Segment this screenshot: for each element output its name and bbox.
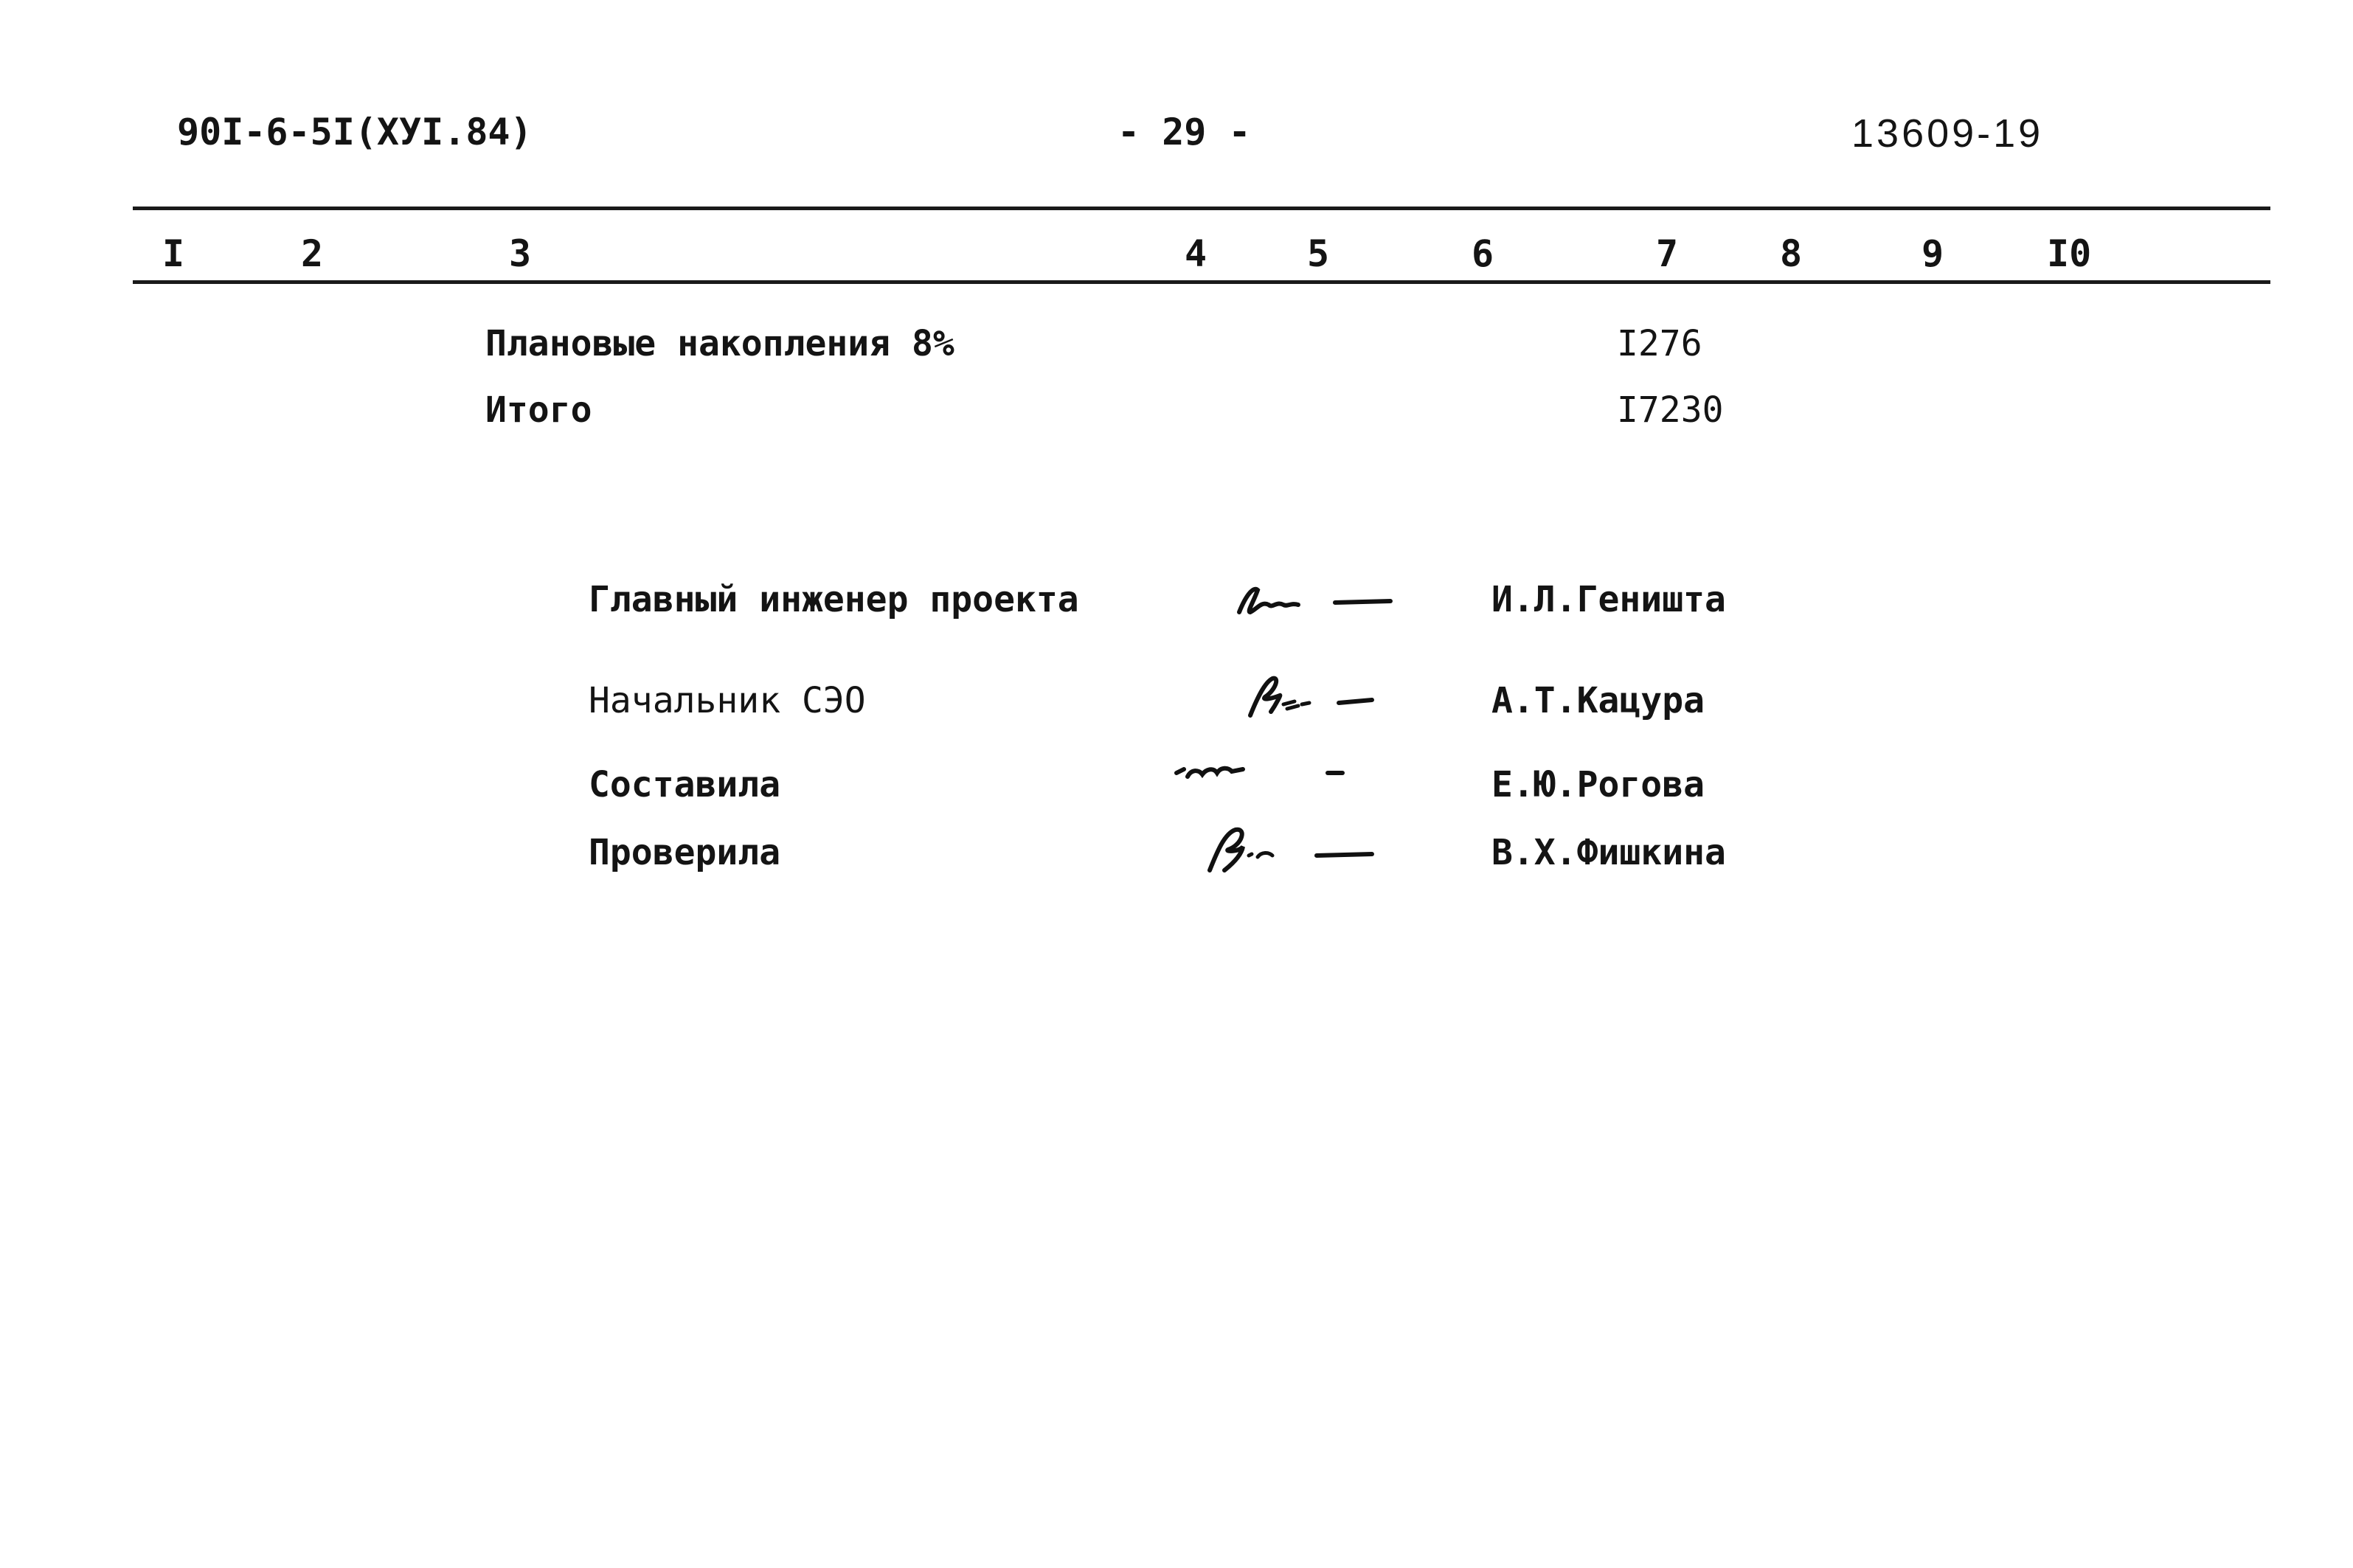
page-number: - 29 - [1117,111,1251,153]
table-top-rule [133,207,2270,210]
signature-role-checked-by: Проверила [589,832,781,873]
signature-name-checked-by: В.Х.Фишкина [1491,832,1726,873]
column-header-8: 8 [1780,232,1803,275]
column-header-9: 9 [1921,232,1944,275]
column-header-5: 5 [1307,232,1330,275]
document-code: 90I-6-5I(XУI.84) [177,111,533,153]
signature-name-compiled-by: Е.Ю.Рогова [1491,764,1705,805]
column-header-6: 6 [1472,232,1494,275]
signature-name-chief-engineer: И.Л.Геништа [1491,579,1726,620]
handwritten-signature-icon [1217,572,1401,623]
row-value-total: I7230 [1617,389,1724,431]
signature-role-chief-engineer: Главный инженер проекта [589,579,1079,620]
column-header-4: 4 [1185,232,1207,275]
handwritten-signature-icon [1236,667,1383,726]
column-header-1: I [162,232,185,275]
column-header-10: I0 [2047,232,2092,275]
handwritten-signature-icon [1199,819,1383,878]
row-label-total: Итого [485,389,592,431]
column-header-2: 2 [301,232,324,275]
signature-role-head-seo: Начальник СЭО [589,680,866,721]
signature-name-head-seo: А.Т.Кацура [1491,680,1705,721]
table-header-rule [133,280,2270,284]
signature-role-compiled-by: Составила [589,764,781,805]
row-value-planned-savings: I276 [1617,323,1702,364]
column-header-3: 3 [509,232,532,275]
handwritten-signature-icon [1169,751,1354,795]
archive-number: 13609-19 [1851,111,2044,156]
column-header-7: 7 [1656,232,1679,275]
row-label-planned-savings: Плановые накопления 8% [485,323,954,364]
